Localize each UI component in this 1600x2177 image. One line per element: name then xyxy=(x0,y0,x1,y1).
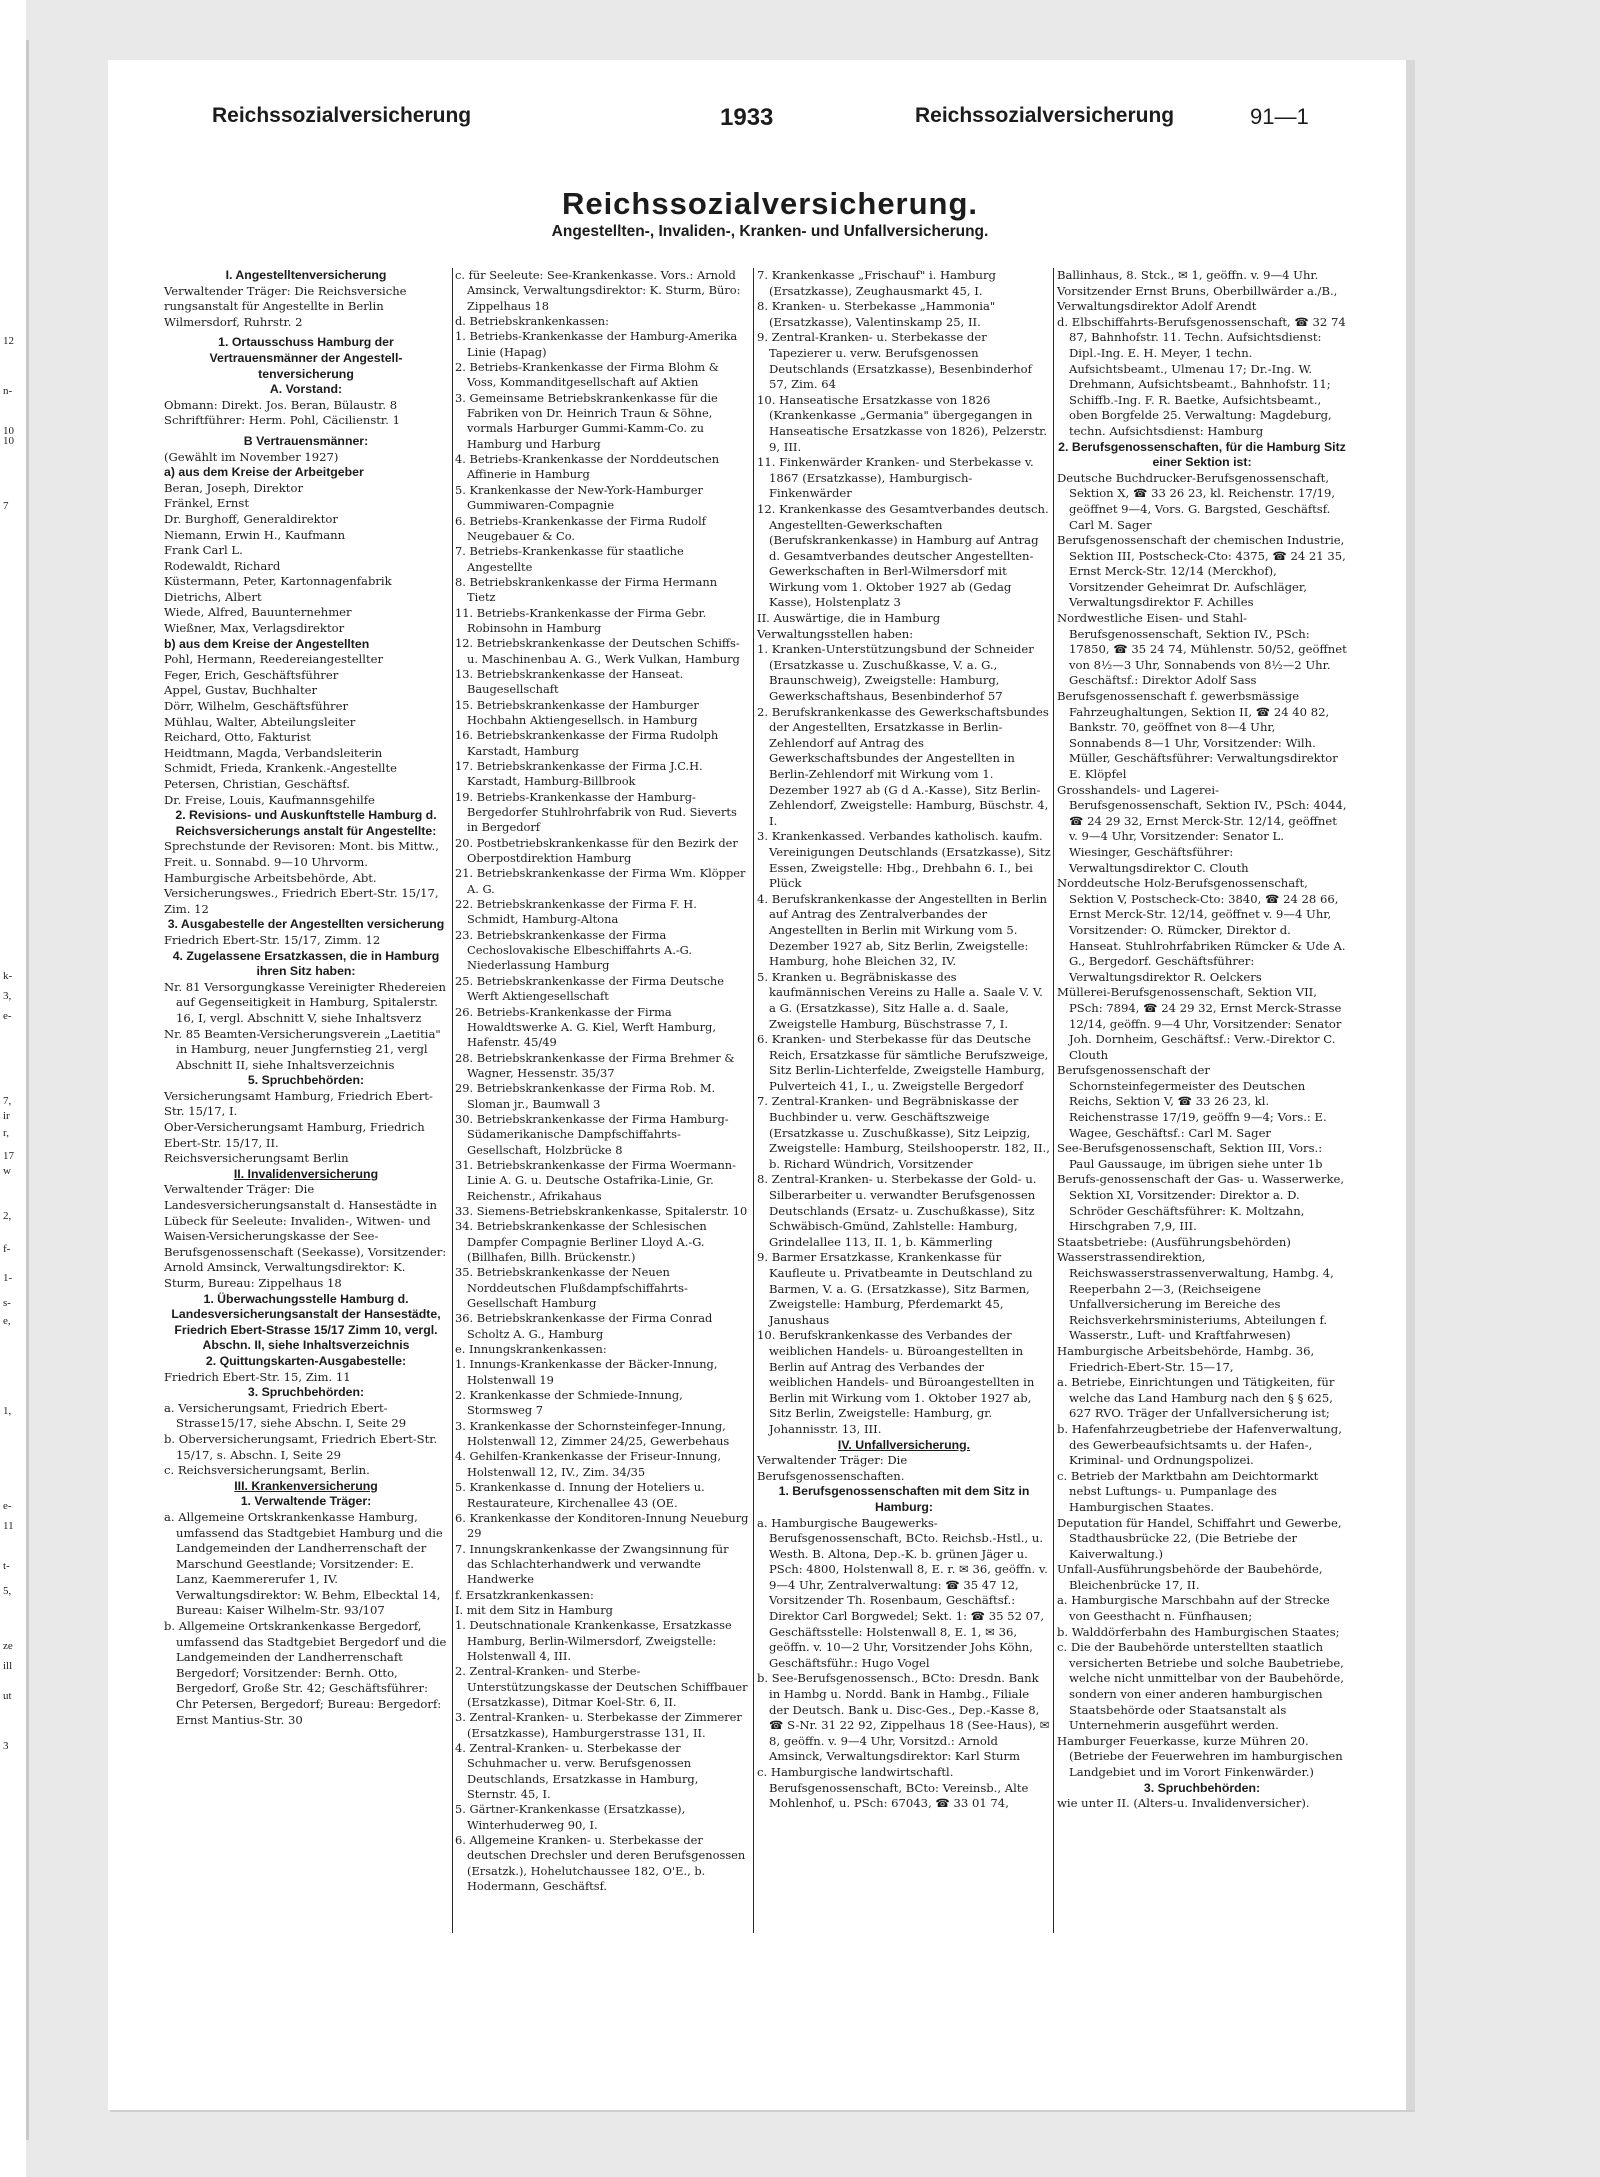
binding-shadow xyxy=(26,40,29,2140)
text-entry: 12. Krankenkasse des Gesamtverbandes deutsch. Angestellten-Gewerkschaften (Berufskrankenkasse) in Hamburg auf Antrag d. Gesamtverbandes deutscher Angestellten-Gewerkschaften in Berl-Wilmersdorf mit Wirkung vom 1. Oktober 1927 ab (Gedag Kasse), Holstenplatz 3 xyxy=(757,501,1049,610)
text-column-3 xyxy=(757,268,1051,1812)
text-entry: 6. Krankenkasse der Konditoren-Innung Neueburg 29 xyxy=(455,1510,749,1541)
margin-fragment: 11 xyxy=(3,1520,14,1532)
text-entry: b. Hafenfahrzeugbetriebe der Hafenverwaltung, des Gewerbeaufsichtsamts u. der Hafen-, Kriminal- und Ordnungspolizei. xyxy=(1057,1421,1342,1468)
text-entry: f. Ersatzkrankenkassen: xyxy=(455,1587,594,1602)
text-entry: b. Oberversicherungsamt, Friedrich Ebert-Str. 15/17, s. Abschn. I, Seite 29 xyxy=(164,1431,438,1462)
text-entry: 4. Betriebs-Krankenkasse der Norddeutschen Affinerie in Hamburg xyxy=(455,452,720,482)
text-entry: Dietrichs, Albert xyxy=(164,589,262,604)
text-entry: 8. Betriebskrankenkasse der Firma Hermann Tietz xyxy=(455,574,718,605)
text-entry: 2. Betriebs-Krankenkasse der Firma Blohm & Voss, Kommanditgesellschaft auf Aktien xyxy=(455,360,719,390)
margin-fragment: 5, xyxy=(3,1585,12,1597)
text-entry: 5. Krankenkasse d. Innung der Hoteliers u. Restaurateure, Kirchenallee 43 (OE. xyxy=(455,1480,705,1510)
text-entry: Niemann, Erwin H., Kaufmann xyxy=(164,527,346,542)
text-entry: Appel, Gustav, Buchhalter xyxy=(164,683,318,698)
text-entry: 22. Betriebskrankenkasse der Firma F. H. Schmidt, Hamburg-Altona xyxy=(455,897,697,927)
text-entry: Friedrich Ebert-Str. 15/17, Zimm. 12 xyxy=(164,932,381,947)
text-entry: b. See-Berufsgenossensch., BCto: Dresdn. Bank in Hambg u. Nordd. Bank in Hambg., Filiale der Deutsch. Bank u. Disc-Ges., Dep.-Kasse 8, ☎ S-Nr. 31 22 92, Zippelhaus 18 (See-Haus), ✉ 8, geöffn. v. 9—4 Uhr, Vorsitzd.: Arnold Amsinck, Verwaltungsdirektor: Karl Sturm xyxy=(757,1671,1050,1764)
text-entry: Feger, Erich, Geschäftsführer xyxy=(164,667,339,682)
section-heading: II. Invalidenversicherung xyxy=(233,1166,379,1181)
section-heading: 4. Zugelassene Ersatzkassen, die in Hamburg ihren Sitz haben: xyxy=(172,948,440,979)
text-entry: 8. Kranken- u. Sterbekasse „Hammonia" (Ersatzkasse), Valentinskamp 25, II. xyxy=(757,299,996,329)
text-entry: Dörr, Wilhelm, Geschäftsführer xyxy=(164,699,348,714)
text-entry: 29. Betriebskrankenkasse der Firma Rob. M. Sloman jr., Baumwall 3 xyxy=(455,1081,716,1111)
text-entry: c. Hamburgische landwirtschaftl. Berufsgenossenschaft, BCto: Vereinsb., Alte Mohlenhof, u. PSch: 67043, ☎ 33 01 74, xyxy=(757,1765,1029,1811)
text-entry: 11. Finkenwärder Kranken- und Sterbekasse v. 1867 (Ersatzkasse), Hamburgisch-Finkenwärder xyxy=(757,455,1034,501)
text-entry: Frank Carl L. xyxy=(164,543,243,558)
text-entry: 34. Betriebskrankenkasse der Schlesischen Dampfer Compagnie Berliner Lloyd A.-G. (Billhafen, Billh. Brückenstr.) xyxy=(455,1219,707,1264)
margin-fragment: k- xyxy=(3,970,13,982)
page-title: Reichssozialversicherung. xyxy=(561,186,979,221)
text-entry: Nr. 85 Beamten-Versicherungsverein „Laetitia" in Hamburg, neuer Jungfernstieg 21, vergl Abschnitt II, siehe Inhaltsverzeichnis xyxy=(164,1026,441,1072)
text-column-2 xyxy=(455,268,749,1894)
section-heading: 3. Ausgabestelle der Angestellten versicherung xyxy=(167,917,445,932)
column-rule xyxy=(1053,268,1054,1933)
margin-fragment: r, xyxy=(3,1127,9,1139)
text-entry: Reichard, Otto, Fakturist xyxy=(164,730,311,745)
text-entry: 15. Betriebskrankenkasse der Hamburger Hochbahn Aktiengesellsch. in Hamburg xyxy=(455,697,699,727)
text-entry: 3. Krankenkasse der Schornsteinfeger-Innung, Holstenwall 12, Zimmer 24/25, Gewerbehaus xyxy=(455,1418,730,1449)
text-entry: Mühlau, Walter, Abteilungsleiter xyxy=(164,714,356,729)
text-entry: 2. Zentral-Kranken- und Sterbe-Unterstützungskasse der Deutschen Schiffbauer (Ersatzkasse), Ditmar Koel-Str. 6, II. xyxy=(455,1664,748,1709)
margin-fragment: e, xyxy=(3,1315,11,1327)
text-entry: a. Betriebe, Einrichtungen und Tätigkeiten, für welche das Land Hamburg nach den § § 625, 627 RVO. Träger der Unfallversicherung ist; xyxy=(1057,1375,1335,1421)
text-entry: 28. Betriebskrankenkasse der Firma Brehmer & Wagner, Hessenstr. 35/37 xyxy=(455,1050,735,1080)
text-entry: 31. Betriebskrankenkasse der Firma Woermann-Linie A. G. u. Deutsche Ostafrika-Linie, Gr. Reichenstr., Afrikahaus xyxy=(455,1157,736,1203)
text-entry: 1. Kranken-Unterstützungsbund der Schneider (Ersatzkasse u. Zuschußkasse, V. a. G., Braunschweig), Zweigstelle: Hamburg, Gewerkschaftshaus, Besenbinderhof 57 xyxy=(757,642,1034,704)
text-entry: d. Betriebskrankenkassen: xyxy=(455,314,609,329)
section-heading: B Vertrauensmänner: xyxy=(243,433,369,448)
header-right-title: Reichssozialversicherung xyxy=(915,104,1175,127)
text-entry: Staatsbetriebe: (Ausführungsbehörden) xyxy=(1057,1234,1291,1249)
text-entry: Verwaltender Träger: Die Reichsversiche rungsanstalt für Angestellte in Berlin Wilmersdorf, Ruhrstr. 2 xyxy=(164,283,407,329)
section-heading: I. Angestelltenversicherung xyxy=(225,268,387,282)
section-heading: 2. Berufsgenossenschaften, für die Hamburg Sitz einer Sektion ist: xyxy=(1058,439,1346,470)
section-heading: 3. Spruchbehörden: xyxy=(247,1385,365,1400)
text-entry: c. Betrieb der Marktbahn am Deichtormarkt nebst Luftungs- u. Pumpanlage des Hamburgischen Staates. xyxy=(1057,1468,1319,1514)
text-entry: 21. Betriebskrankenkasse der Firma Wm. Klöpper A. G. xyxy=(455,866,746,896)
text-entry: Berufsgenossenschaft der Schornsteinfegermeister des Deutschen Reichs, Sektion V, ☎ 33 26 23, kl. Reichenstrasse 17/19, geöffn 9—4; Vors.: E. Wagee, Geschäftsf.: Carl M. Sager xyxy=(1057,1063,1327,1140)
text-entry: Dr. Burghoff, Generaldirektor xyxy=(164,511,338,526)
text-entry: 16. Betriebskrankenkasse der Firma Rudolph Karstadt, Hamburg xyxy=(455,728,719,758)
margin-fragment: e- xyxy=(3,1010,12,1022)
column-rule xyxy=(753,268,754,1933)
text-entry: 5. Gärtner-Krankenkasse (Ersatzkasse), Winterhuderweg 90, I. xyxy=(455,1802,686,1832)
margin-fragment: w xyxy=(3,1165,11,1177)
text-entry: 3. Zentral-Kranken- u. Sterbekasse der Zimmerer (Ersatzkasse), Hamburgerstrasse 131, II. xyxy=(455,1710,742,1740)
text-entry: Beran, Joseph, Direktor xyxy=(164,480,303,495)
margin-fragment: e- xyxy=(3,1500,12,1512)
text-entry: 25. Betriebskrankenkasse der Firma Deutsche Werft Aktiengesellschaft xyxy=(455,973,724,1004)
text-entry: 9. Barmer Ersatzkasse, Krankenkasse für Kaufleute u. Privatbeamte in Deutschland zu Barmen, V. a. G. (Ersatzkasse), Sitz Barmen, Zweigstelle: Hamburg, Pferdemarkt 45, Janushaus xyxy=(757,1250,1033,1327)
subsection-heading: a) aus dem Kreise der Arbeitgeber xyxy=(164,465,364,480)
text-entry: Ober-Versicherungsamt Hamburg, Friedrich Ebert-Str. 15/17, II. xyxy=(164,1120,425,1150)
text-entry: 3. Krankenkassed. Verbandes katholisch. kaufm. Vereinigungen Deutschlands (Ersatzkasse), Sitz Essen, Zweigstelle: Hbg., Drehbahn 6. I., bei Plück xyxy=(757,829,1051,891)
text-entry: 2. Berufskrankenkasse des Gewerkschaftsbundes der Angestellten, Ersatzkasse in Berlin-Zehlendorf auf Antrag des Gewerkschaftsbundes der Angestellten in Berlin-Zehlendorf mit Wirkung vom 1. Dezember 1927 ab (G d A.-Kasse), Sitz Berlin-Zehlendorf, Zweigstelle: Hamburg, Büschstr. 4, I. xyxy=(757,704,1049,828)
text-entry: 5. Kranken u. Begräbniskasse des kaufmännischen Vereins zu Halle a. Saale V. V. a G. (Ersatzkasse), Sitz Halle a. d. Saale, Zweigstelle Hamburg, Büschstrasse 7, I. xyxy=(757,969,1043,1031)
running-header xyxy=(210,104,1330,138)
margin-fragment: ill xyxy=(3,1660,13,1672)
text-entry: Norddeutsche Holz-Berufsgenossenschaft, Sektion V, Postscheck-Cto: 3840, ☎ 24 28 66, Ernst Merck-Str. 12/14, geöffnet v. 9—4 Uhr, Vorsitzender: O. Rümcker, Direktor d. Hanseat. Stuhlrohrfabriken Rümcker & Ude A. G., Bergedorf. Geschäftsführer: Verwaltungsdirektor R. Oelckers xyxy=(1057,876,1346,984)
text-entry: b. Walddörferbahn des Hamburgischen Staates; xyxy=(1057,1624,1340,1639)
text-entry: 7. Innungskrankenkasse der Zwangsinnung für das Schlachterhandwerk und verwandte Handwerke xyxy=(455,1541,729,1587)
header-year: 1933 xyxy=(720,104,774,131)
text-entry: a. Hamburgische Marschbahn auf der Strecke von Geesthacht n. Fünfhausen; xyxy=(1057,1593,1330,1624)
text-entry: 12. Betriebskrankenkasse der Deutschen Schiffs- u. Maschinenbau A. G., Werk Vulkan, Hamburg xyxy=(455,636,740,666)
margin-fragment: 10 xyxy=(3,425,14,437)
text-entry: Wasserstrassendirektion, Reichswasserstrassenverwaltung, Hambg. 4, Reeperbahn 2—3, (Reichseigene Unfallversicherung im Bereiche des Reichsverkehrsministeriums, Abteilungen f. Wasserstr., Luft- und Kraftfahrwesen) xyxy=(1057,1250,1334,1343)
text-entry: Fränkel, Ernst xyxy=(164,496,250,511)
margin-fragment: 1, xyxy=(3,1405,12,1417)
text-entry: wie unter II. (Alters-u. Invalidenversicher). xyxy=(1057,1796,1310,1811)
page-edge xyxy=(1406,60,1415,2110)
margin-fragment: 2, xyxy=(3,1210,12,1222)
text-entry: Dr. Freise, Louis, Kaufmannsgehilfe xyxy=(164,792,375,807)
text-entry: 19. Betriebs-Krankenkasse der Hamburg-Bergedorfer Stuhlrohrfabrik von Rud. Sieverts in Bergedorf xyxy=(455,789,737,835)
text-entry: See-Berufsgenossenschaft, Sektion III, Vors.: Paul Gaussauge, im übrigen siehe unter 1b xyxy=(1057,1141,1323,1171)
text-entry: Verwaltender Träger: Die Berufsgenossenschaften. xyxy=(757,1453,908,1483)
margin-fragment: ut xyxy=(3,1690,12,1702)
margin-fragment: 1- xyxy=(3,1272,13,1284)
text-entry: Sprechstunde der Revisoren: Mont. bis Mittw., Freit. u. Sonnabd. 9—10 Uhrvorm. Hamburgische Arbeitsbehörde, Abt. Versicherungswes., Friedrich Ebert-Str. 15/17, Zim. 12 xyxy=(164,839,439,916)
text-entry: 33. Siemens-Betriebskrankenkasse, Spitalerstr. 10 xyxy=(455,1203,748,1218)
margin-fragment: 12 xyxy=(3,335,14,347)
margin-fragment: 10 xyxy=(3,435,14,447)
text-entry: 20. Postbetriebskrankenkasse für den Bezirk der Oberpostdirektion Hamburg xyxy=(455,835,738,866)
text-entry: 6. Kranken- und Sterbekasse für das Deutsche Reich, Ersatzkasse für sämtliche Berufszweige, Sitz Berlin-Lichterfelde, Zweigstelle Hamburg, Pulverteich 41, I., u. Zweigstelle Bergedorf xyxy=(757,1032,1049,1093)
text-entry: 6. Betriebs-Krankenkasse der Firma Rudolf Neugebauer & Co. xyxy=(455,513,707,543)
text-entry: Friedrich Ebert-Str. 15, Zim. 11 xyxy=(164,1369,351,1384)
text-entry: Deputation für Handel, Schiffahrt und Gewerbe, Stadthausbrücke 22, (Die Betriebe der Kaiverwaltung.) xyxy=(1057,1515,1342,1561)
text-entry: Reichsversicherungsamt Berlin xyxy=(164,1151,349,1166)
text-entry: 1. Deutschnationale Krankenkasse, Ersatzkasse Hamburg, Berlin-Wilmersdorf, Zweigstelle: Holstenwall 4, III. xyxy=(455,1618,732,1663)
margin-fragment: 3 xyxy=(3,1740,9,1752)
text-entry: Schmidt, Frieda, Krankenk.-Angestellte xyxy=(164,761,398,776)
text-entry: 11. Betriebs-Krankenkasse der Firma Gebr. Robinsohn in Hamburg xyxy=(455,605,707,635)
text-entry: 4. Gehilfen-Krankenkasse der Friseur-Innung, Holstenwall 12, IV., Zim. 34/35 xyxy=(455,1449,721,1479)
text-entry: Hamburger Feuerkasse, kurze Mühren 20. (Betriebe der Feuerwehren im hamburgischen Landgebiet und im Vorort Finkenwärder.) xyxy=(1057,1733,1343,1779)
text-entry: 1. Innungs-Krankenkasse der Bäcker-Innung, Holstenwall 19 xyxy=(455,1357,718,1387)
section-heading: IV. Unfallversicherung. xyxy=(837,1437,971,1452)
text-entry: I. mit dem Sitz in Hamburg xyxy=(455,1602,613,1617)
text-entry: 6. Allgemeine Kranken- u. Sterbekasse der deutschen Drechsler und deren Berufsgenossen (Ersatzk.), Hohelutchaussee 182, O'E., b. Hodermann, Geschäftsf. xyxy=(455,1833,746,1894)
text-column-1 xyxy=(164,268,448,1728)
text-entry: c. Reichsversicherungsamt, Berlin. xyxy=(164,1463,370,1478)
text-entry: 1. Betriebs-Krankenkasse der Hamburg-Amerika Linie (Hapag) xyxy=(455,329,738,359)
section-heading: 3. Spruchbehörden: xyxy=(1143,1780,1261,1795)
text-entry: c. Die der Baubehörde unterstellten staatlich versicherten Betriebe und solche Baubetriebe, welche nicht unmittelbar von der Baubehörde, sondern von einer anderen hamburgischen Staatsbehörde oder Staatsanstalt als Unternehmerin ausgeführt werden. xyxy=(1057,1640,1344,1733)
column-rule xyxy=(452,268,453,1933)
text-entry: 36. Betriebskrankenkasse der Firma Conrad Scholtz A. G., Hamburg xyxy=(455,1311,713,1341)
text-entry: 2. Krankenkasse der Schmiede-Innung, Stormsweg 7 xyxy=(455,1388,683,1418)
text-entry: 3. Gemeinsame Betriebskrankenkasse für die Fabriken von Dr. Heinrich Traun & Söhne, vormals Harburger Gummi-Kamm-Co. zu Hamburg und Harburg xyxy=(455,390,718,451)
text-entry: 30. Betriebskrankenkasse der Firma Hamburg-Südamerikanische Dampfschiffahrts-Gesellschaft, Holzbrücke 8 xyxy=(455,1111,729,1157)
page-subtitle: Angestellten-, Invaliden-, Kranken- und Unfallversicherung. xyxy=(551,223,989,240)
text-entry: Verwaltender Träger: Die Landesversicherungsanstalt d. Hansestädte in Lübeck für Seeleute: Invaliden-, Witwen- und Waisen-Versicherungskasse der See-Berufsgenossenschaft (Seekasse), Vorsitzender: Arnold Amsinck, Verwaltungsdirektor: K. Sturm, Bureau: Zippelhaus 18 xyxy=(164,1182,447,1290)
text-entry: 5. Krankenkasse der New-York-Hamburger Gummiwaren-Compagnie xyxy=(455,482,703,513)
text-entry: b. Allgemeine Ortskrankenkasse Bergedorf, umfassend das Stadtgebiet Bergedorf und die Landgemeinden der Landherrenschaft Bergedorf; Vorsitzender: Bernh. Otto, Bergedorf, Große Str. 42; Geschäftsführer: Chr Petersen, Bergedorf; Bureau: Bergedorf: Ernst Mantius-Str. 30 xyxy=(164,1619,447,1727)
text-entry: Hamburgische Arbeitsbehörde, Hambg. 36, Friedrich-Ebert-Str. 15—17, xyxy=(1057,1343,1315,1374)
text-entry: Grosshandels- und Lagerei-Berufsgenossenschaft, Sektion IV., PSch: 4044, ☎ 24 29 32, Ernst Merck-Str. 12/14, geöffnet v. 9—4 Uhr, Vorsitzender: Senator L. Wiesinger, Geschäftsführer: Verwaltungsdirektor C. Clouth xyxy=(1057,782,1347,875)
text-entry: 9. Zentral-Kranken- u. Sterbekasse der Tapezierer u. verw. Berufsgenossen Deutschlands (Ersatzkasse), Besenbinderhof 57, Zim. 64 xyxy=(757,330,1032,392)
section-heading: A. Vorstand: xyxy=(269,382,343,397)
section-heading: 1. Ortausschuss Hamburg der Vertrauensmänner der Angestell-tenversicherung xyxy=(209,335,403,381)
margin-fragment: n- xyxy=(3,385,13,397)
text-entry: e. Innungskrankenkassen: xyxy=(455,1342,607,1357)
section-heading: 2. Revisions- und Auskunftstelle Hamburg d. Reichsversicherungs anstalt für Angestellte: xyxy=(175,808,437,838)
section-heading: 1. Überwachungsstelle Hamburg d. Landesversicherungsanstalt der Hansestädte, Friedrich Ebert-Strasse 15/17 Zimm 10, vergl. Abschn. II, siehe Inhaltsverzeichnis xyxy=(171,1291,441,1353)
text-entry: 7. Zentral-Kranken- und Begräbniskasse der Buchbinder u. verw. Geschäftszweige (Ersatzkasse u. Zuschußkasse), Sitz Leipzig, Zweigstelle: Hamburg, Steilshooperstr. 182, II., b. Richard Wündrich, Vorsitzender xyxy=(757,1094,1050,1171)
text-entry: 13. Betriebskrankenkasse der Hanseat. Baugesellschaft xyxy=(455,666,684,697)
text-entry: 4. Zentral-Kranken- u. Sterbekasse der Schuhmacher u. verw. Berufsgenossen Deutschlands, Ersatzkasse in Hamburg, Sternstr. 45, I. xyxy=(455,1741,699,1802)
section-heading: 1. Berufsgenossenschaften mit dem Sitz in Hamburg: xyxy=(778,1484,1030,1514)
text-entry: Berufsgenossenschaft f. gewerbsmässige Fahrzeughaltungen, Sektion II, ☎ 24 40 82, Bankstr. 70, geöffnet von 8—4 Uhr, Sonnabends 8—1 Uhr, Vorsitzender: Wilh. Müller, Geschäftsführer: Verwaltungsdirektor E. Klöpfel xyxy=(1057,689,1338,781)
text-entry: 10. Hanseatische Ersatzkasse von 1826 (Krankenkasse „Germania" übergegangen in Hanseatische Ersatzkasse von 1826), Pelzerstr. 9, III. xyxy=(757,392,1048,454)
text-entry: 23. Betriebskrankenkasse der Firma Cechoslovakische Elbeschiffahrts A.-G. Niederlassung Hamburg xyxy=(455,927,692,973)
text-entry: Wiede, Alfred, Bauunternehmer xyxy=(164,605,352,620)
margin-fragment: s- xyxy=(3,1297,11,1309)
text-column-4 xyxy=(1057,268,1347,1812)
text-entry: Nordwestliche Eisen- und Stahl-Berufsgenossenschaft, Sektion IV., PSch: 17850, ☎ 35 24 74, Mühlenstr. 50/52, geöffnet von 8½—3 Uhr, Sonnabends von 8½—2 Uhr. Geschäftsf.: Direktor Adolf Sass xyxy=(1057,611,1347,688)
text-entry: 7. Betriebs-Krankenkasse für staatliche Angestellte xyxy=(455,544,684,574)
text-entry: 17. Betriebskrankenkasse der Firma J.C.H. Karstadt, Hamburg-Billbrook xyxy=(455,759,703,789)
text-entry: 10. Berufskrankenkasse des Verbandes der weiblichen Handels- u. Büroangestellten in Berlin auf Antrag des Verbandes der weiblichen Handels- und Büroangestellten in Berlin mit Wirkung vom 1. Oktober 1927 ab, Sitz Berlin, Zweigstelle: Hamburg, gr. Johannisstr. 13, III. xyxy=(757,1328,1035,1436)
header-left-title: Reichssozialversicherung xyxy=(212,104,472,127)
text-entry: Versicherungsamt Hamburg, Friedrich Ebert-Str. 15/17, I. xyxy=(164,1088,433,1119)
text-entry: Wießner, Max, Verlagsdirektor xyxy=(164,621,345,636)
margin-fragment: ir xyxy=(3,1110,10,1122)
text-entry: a. Allgemeine Ortskrankenkasse Hamburg, umfassend das Stadtgebiet Hamburg und die Landgemeinden der Landherrenschaft der Marschund Geestlande; Vorsitzender: E. Lanz, Kaemmererufer 1, IV. Verwaltungsdirektor: W. Behm, Elbecktal 14, Bureau: Kaiser Wilhelm-Str. 93/107 xyxy=(164,1509,443,1618)
margin-fragment: ze xyxy=(3,1640,13,1652)
section-heading: 5. Spruchbehörden: xyxy=(247,1073,365,1088)
text-entry: (Gewählt im November 1927) xyxy=(164,449,339,464)
text-entry: Heidtmann, Magda, Verbandsleiterin xyxy=(164,745,383,760)
section-heading: 2. Quittungskarten-Ausgabestelle: xyxy=(205,1353,407,1368)
text-entry: Unfall-Ausführungsbehörde der Baubehörde, Bleichenbrücke 17, II. xyxy=(1057,1562,1323,1592)
subsection-heading: b) aus dem Kreise der Angestellten xyxy=(164,636,370,651)
text-entry: d. Elbschiffahrts-Berufsgenossenschaft, ☎ 32 74 87, Bahnhofstr. 11. Techn. Aufsichtsdienst: Dipl.-Ing. E. H. Meyer, 1 techn. Aufsichtsbeamt., Ulmenau 17; Dr.-Ing. W. Drehmann, Aufsichtsbeamt., Bahnhofstr. 11; Schiffb.-Ing. F. R. Baetke, Aufsichtsbeamt., oben Borgfelde 25. Verwaltung: Magdeburg, techn. Aufsichtsdienst: Hamburg xyxy=(1057,314,1346,438)
margin-fragment: 17 xyxy=(3,1150,14,1162)
text-entry: Pohl, Hermann, Reedereiangestellter xyxy=(164,652,384,667)
text-entry: c. für Seeleute: See-Krankenkasse. Vors.: Arnold Amsinck, Verwaltungsdirektor: K. Sturm, Büro: Zippelhaus 18 xyxy=(455,268,741,313)
margin-fragment: 7, xyxy=(3,1095,12,1107)
text-entry: Müllerei-Berufsgenossenschaft, Sektion VII, PSch: 7894, ☎ 24 29 32, Ernst Merck-Strasse 12/14, geöffn. 9—4 Uhr, Vorsitzender: Senator Joh. Dornheim, Geschäftsf.: Verw.-Direktor C. Clouth xyxy=(1057,985,1342,1062)
text-entry: Petersen, Christian, Geschäftsf. xyxy=(164,777,350,791)
section-heading: 1. Verwaltende Träger: xyxy=(240,1494,372,1509)
text-entry: Nr. 81 Versorgungkasse Vereinigter Rhedereien auf Gegenseitigkeit in Hamburg, Spitalerstr. 16, I, vergl. Abschnitt V, siehe Inhaltsverz xyxy=(164,979,446,1025)
text-entry: 35. Betriebskrankenkasse der Neuen Norddeutschen Flußdampfschiffahrts-Gesellschaft Hamburg xyxy=(455,1265,688,1311)
text-entry: Ballinhaus, 8. Stck., ✉ 1, geöffn. v. 9—4 Uhr. Vorsitzender Ernst Bruns, Oberbillwärder a./B., Verwaltungsdirektor Adolf Arendt xyxy=(1057,268,1338,314)
section-heading: III. Krankenversicherung xyxy=(234,1478,378,1493)
adjacent-page-strip xyxy=(0,0,26,2177)
text-entry: 4. Berufskrankenkasse der Angestellten in Berlin auf Antrag des Zentralverbandes der Angestellten in Berlin mit Wirkung vom 5. Dezember 1927 ab, Sitz Berlin, Zweigstelle: Hamburg, hohe Bleichen 32, IV. xyxy=(757,891,1047,969)
margin-fragment: t- xyxy=(3,1560,10,1572)
text-entry: Berufsgenossenschaft der chemischen Industrie, Sektion III, Postscheck-Cto: 4375, ☎ 24 21 35, Ernst Merck-Str. 12/14 (Merckhof), Vorsitzender Geheimrat Dr. Aufschläger, Verwaltungsdirektor F. Achilles xyxy=(1057,533,1346,610)
text-entry: Deutsche Buchdrucker-Berufsgenossenschaft, Sektion X, ☎ 33 26 23, kl. Reichenstr. 17/19, geöffnet 9—4, Vors. G. Bargsted, Geschäftsf. Carl M. Sager xyxy=(1057,470,1336,532)
text-entry: II. Auswärtige, die in Hamburg Verwaltungsstellen haben: xyxy=(757,611,941,641)
page-number: 91—1 xyxy=(1250,104,1309,129)
text-entry: 8. Zentral-Kranken- u. Sterbekasse der Gold- u. Silberarbeiter u. verwandter Berufsgenossen Deutschlands (Ersatz- u. Zuschußkasse), Sitz Schwäbisch-Gmünd, Zahlstelle: Hamburg, Grindelallee 113, II. 1, b. Kämmerling xyxy=(757,1172,1037,1249)
margin-fragment: 3, xyxy=(3,990,12,1002)
text-entry: Rodewaldt, Richard xyxy=(164,558,281,573)
text-entry: Berufs-genossenschaft der Gas- u. Wasserwerke, Sektion XI, Vorsitzender: Direktor a. D. Schröder Geschäftsführer: K. Moltzahn, Hirschgraben 7,9, III. xyxy=(1057,1172,1345,1234)
text-entry: Küstermann, Peter, Kartonnagenfabrik xyxy=(164,574,392,589)
margin-fragment: f- xyxy=(3,1243,11,1255)
text-entry: 26. Betriebs-Krankenkasse der Firma Howaldtswerke A. G. Kiel, Werft Hamburg, Hafenstr. 45/49 xyxy=(455,1004,716,1050)
text-entry: a. Versicherungsamt, Friedrich Ebert-Strasse15/17, siehe Abschn. I, Seite 29 xyxy=(164,1400,407,1431)
text-entry: Obmann: Direkt. Jos. Beran, Bülaustr. 8 Schriftführer: Herm. Pohl, Cäcilienstr. 1 xyxy=(164,397,400,428)
text-entry: 7. Krankenkasse „Frischauf" i. Hamburg (Ersatzkasse), Zeughausmarkt 45, I. xyxy=(757,268,996,298)
margin-fragment: 7 xyxy=(3,500,9,512)
text-entry: a. Hamburgische Baugewerks-Berufsgenossenschaft, BCto. Reichsb.-Hstl., u. Westh. B. Altona, Dep.-K. b. grünen Jäger u. PSch: 4800, Holstenwall 8, E. r. ✉ 36, geöffn. v. 9—4 Uhr, Zentralverwaltung: ☎ 35 47 12, Vorsitzender Th. Rosenbaum, Geschäftsf.: Direktor Carl Borgwedel; Sekt. 1: ☎ 35 52 07, Geschäftsstelle: Holstenwall 8, E. 1, ✉ 36, geöffn. v. 10—2 Uhr, Vorsitzender Johs Köhn, Geschäftsführ.: Hugo Vogel xyxy=(757,1515,1048,1670)
